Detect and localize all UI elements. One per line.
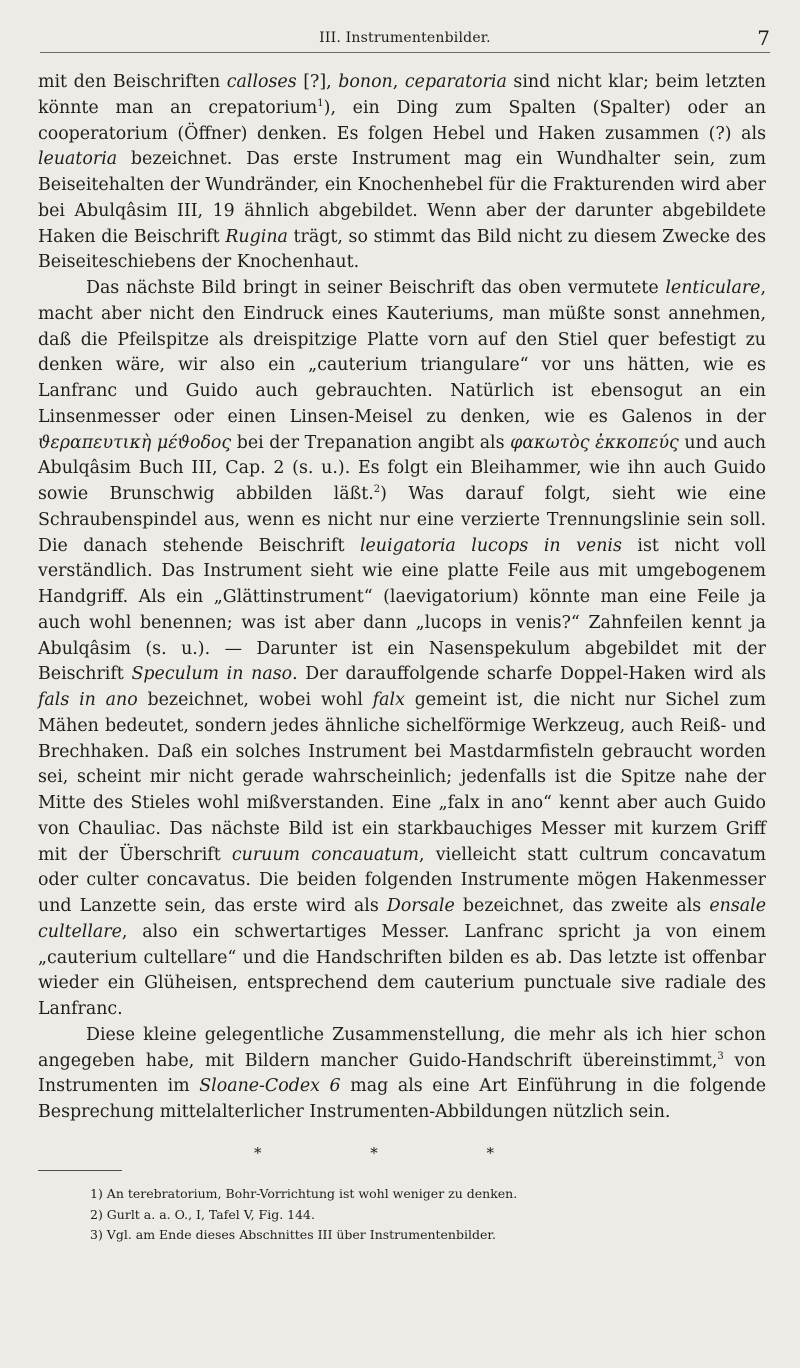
footnotes	[90, 1184, 770, 1246]
paragraph-3: Diese kleine gelegentliche Zusammenstellung, die mehr als ich hier schon angegeben habe, mit Bildern mancher Guido-Handschrift übereinstimmt,$^3$ von Instrumenten im Sloane-Codex 6 mag als eine Art Einführung in die folgende Besprechung mittelalterlicher Instrumenten-Abbildungen nützlich sein.	[38, 1024, 766, 1122]
page-number: 7	[757, 26, 770, 50]
footnote-marker: 1	[317, 97, 324, 109]
italic-term: φακωτὸς ἐκκοπεύς	[510, 432, 679, 453]
italic-term: curuum concauatum	[231, 844, 419, 865]
italic-term: leuatoria	[38, 149, 118, 170]
paragraph-1: mit den Beischriften calloses [?], bonon, ceparatoria sind nicht klar; beim letzten könnte man an crepatorium$^1$), ein Ding zum Spalten (Spalter) oder an cooperatorium (Öffner) denken. Es folgen Hebel und Haken zusammen (?) als leuatoria bezeichnet. Das erste Instrument mag ein Wundhalter sein, zum Beiseitehalten der Wundränder, ein Knochenhebel für die Frakturenden wird aber bei Abulqâsim III, 19 ähnlich abgebildet. Wenn aber der darunter abgebildete Haken die Beischrift Rugina trägt, so stimmt das Bild nicht zu diesem Zwecke des Beiseiteschiebens der Knochenhaut.	[38, 72, 767, 273]
running-title: III. Instrumentenbilder.	[319, 30, 491, 46]
footnote-2: 2) Gurlt a. a. O., I, Tafel V, Fig. 144.	[90, 1206, 315, 1222]
italic-term: calloses	[226, 72, 297, 92]
body-text	[38, 70, 766, 1126]
footnote-rule	[38, 1170, 122, 1171]
italic-term: bonon	[338, 72, 393, 92]
italic-term: falx	[372, 690, 405, 710]
footnote-3: 3) Vgl. am Ende dieses Abschnittes III über Instrumentenbilder.	[90, 1227, 496, 1242]
italic-term: Rugina	[225, 226, 288, 247]
italic-term: ϑεραπευτικὴ μέϑοδος	[38, 432, 232, 453]
footnote-marker: 2	[373, 484, 381, 496]
italic-term: Speculum in naso	[131, 664, 293, 685]
italic-term: Dorsale	[386, 896, 455, 916]
section-separator: * * *	[253, 1144, 547, 1162]
footnote-marker: 3	[717, 1050, 724, 1062]
footnote-1: 1) An terebratorium, Bohr-Vorrichtung ist wohl weniger zu denken.	[90, 1186, 518, 1201]
italic-term: Sloane-Codex 6	[199, 1076, 341, 1097]
italic-term: fals in ano	[38, 690, 138, 710]
italic-term: lenticulare	[665, 278, 761, 298]
italic-term: leuigatoria lucops in venis	[359, 535, 622, 556]
running-head	[40, 22, 770, 53]
italic-term: ensale cultellare	[38, 896, 766, 942]
italic-term: ceparatoria	[404, 72, 507, 92]
paragraph-2: Das nächste Bild bringt in seiner Beischrift das oben vermutete lenticulare, macht aber nicht den Eindruck eines Kauteriums, man müßte sonst annehmen, daß die Pfeilspitze als dreispitzige Platte vorn auf den Stiel quer befestigt zu denken wäre, wir also ein „cauterium triangulare“ vor uns hätten, wie es Lanfranc und Guido auch gebrauchten. Natürlich ist ebensogut an ein Linsenmesser oder einen Linsen-Meisel zu denken, wie es Galenos in der ϑεραπευτικὴ μέϑοδος bei der Trepanation angibt als φακωτὸς ἐκκοπεύς und auch Abulqâsim Buch III, Cap. 2 (s. u.). Es folgt ein Bleihammer, wie ihn auch Guido sowie Brunschwig abbilden läßt.$^2$) Was darauf folgt, sieht wie eine Schraubenspindel aus, wenn es nicht nur eine verzierte Trennungslinie sein soll. Die danach stehende Beischrift leuigatoria lucops in venis ist nicht voll verständlich. Das Instrument sieht wie eine platte Feile aus mit umgebogenem Handgriff. Als ein „Glättinstrument“ (laevigatorium) könnte man eine Feile ja auch wohl benennen; was ist aber dann „lucops in venis?“ Zahnfeilen kennt ja Abulqâsim (s. u.). — Darunter ist ein Nasenspekulum abgebildet mit der Beischrift Speculum in naso. Der darauffolgende scharfe Doppel-Haken wird als fals in ano bezeichnet, wobei wohl falx gemeint ist, die nicht nur Sichel zum Mähen bedeutet, sondern jedes ähnliche sichelförmige Werkzeug, auch Reiß- und Brechhaken. Daß ein solches Instrument bei Mastdarmfisteln gebraucht worden sei, scheint mir nicht gerade wahrscheinlich; jedenfalls ist die Spitze nahe der Mitte des Stieles wohl mißverstanden. Eine „falx in ano“ kennt aber auch Guido von Chauliac. Das nächste Bild ist ein starkbauchiges Messer mit kurzem Griff mit der Überschrift curuum concauatum, vielleicht statt cultrum concavatum oder culter concavatus. Die beiden folgenden Instrumente mögen Hakenmesser und Lanzette sein, das erste wird als Dorsale bezeichnet, das zweite als ensale cultellare, also ein schwertartiges Messer. Lanfranc spricht ja von einem „cauterium cultellare“ und die Handschriften bilden es ab. Das letzte ist offenbar wieder ein Glüheisen, entsprechend dem cauterium punctuale sive radiale des Lanfranc.	[38, 278, 767, 1019]
